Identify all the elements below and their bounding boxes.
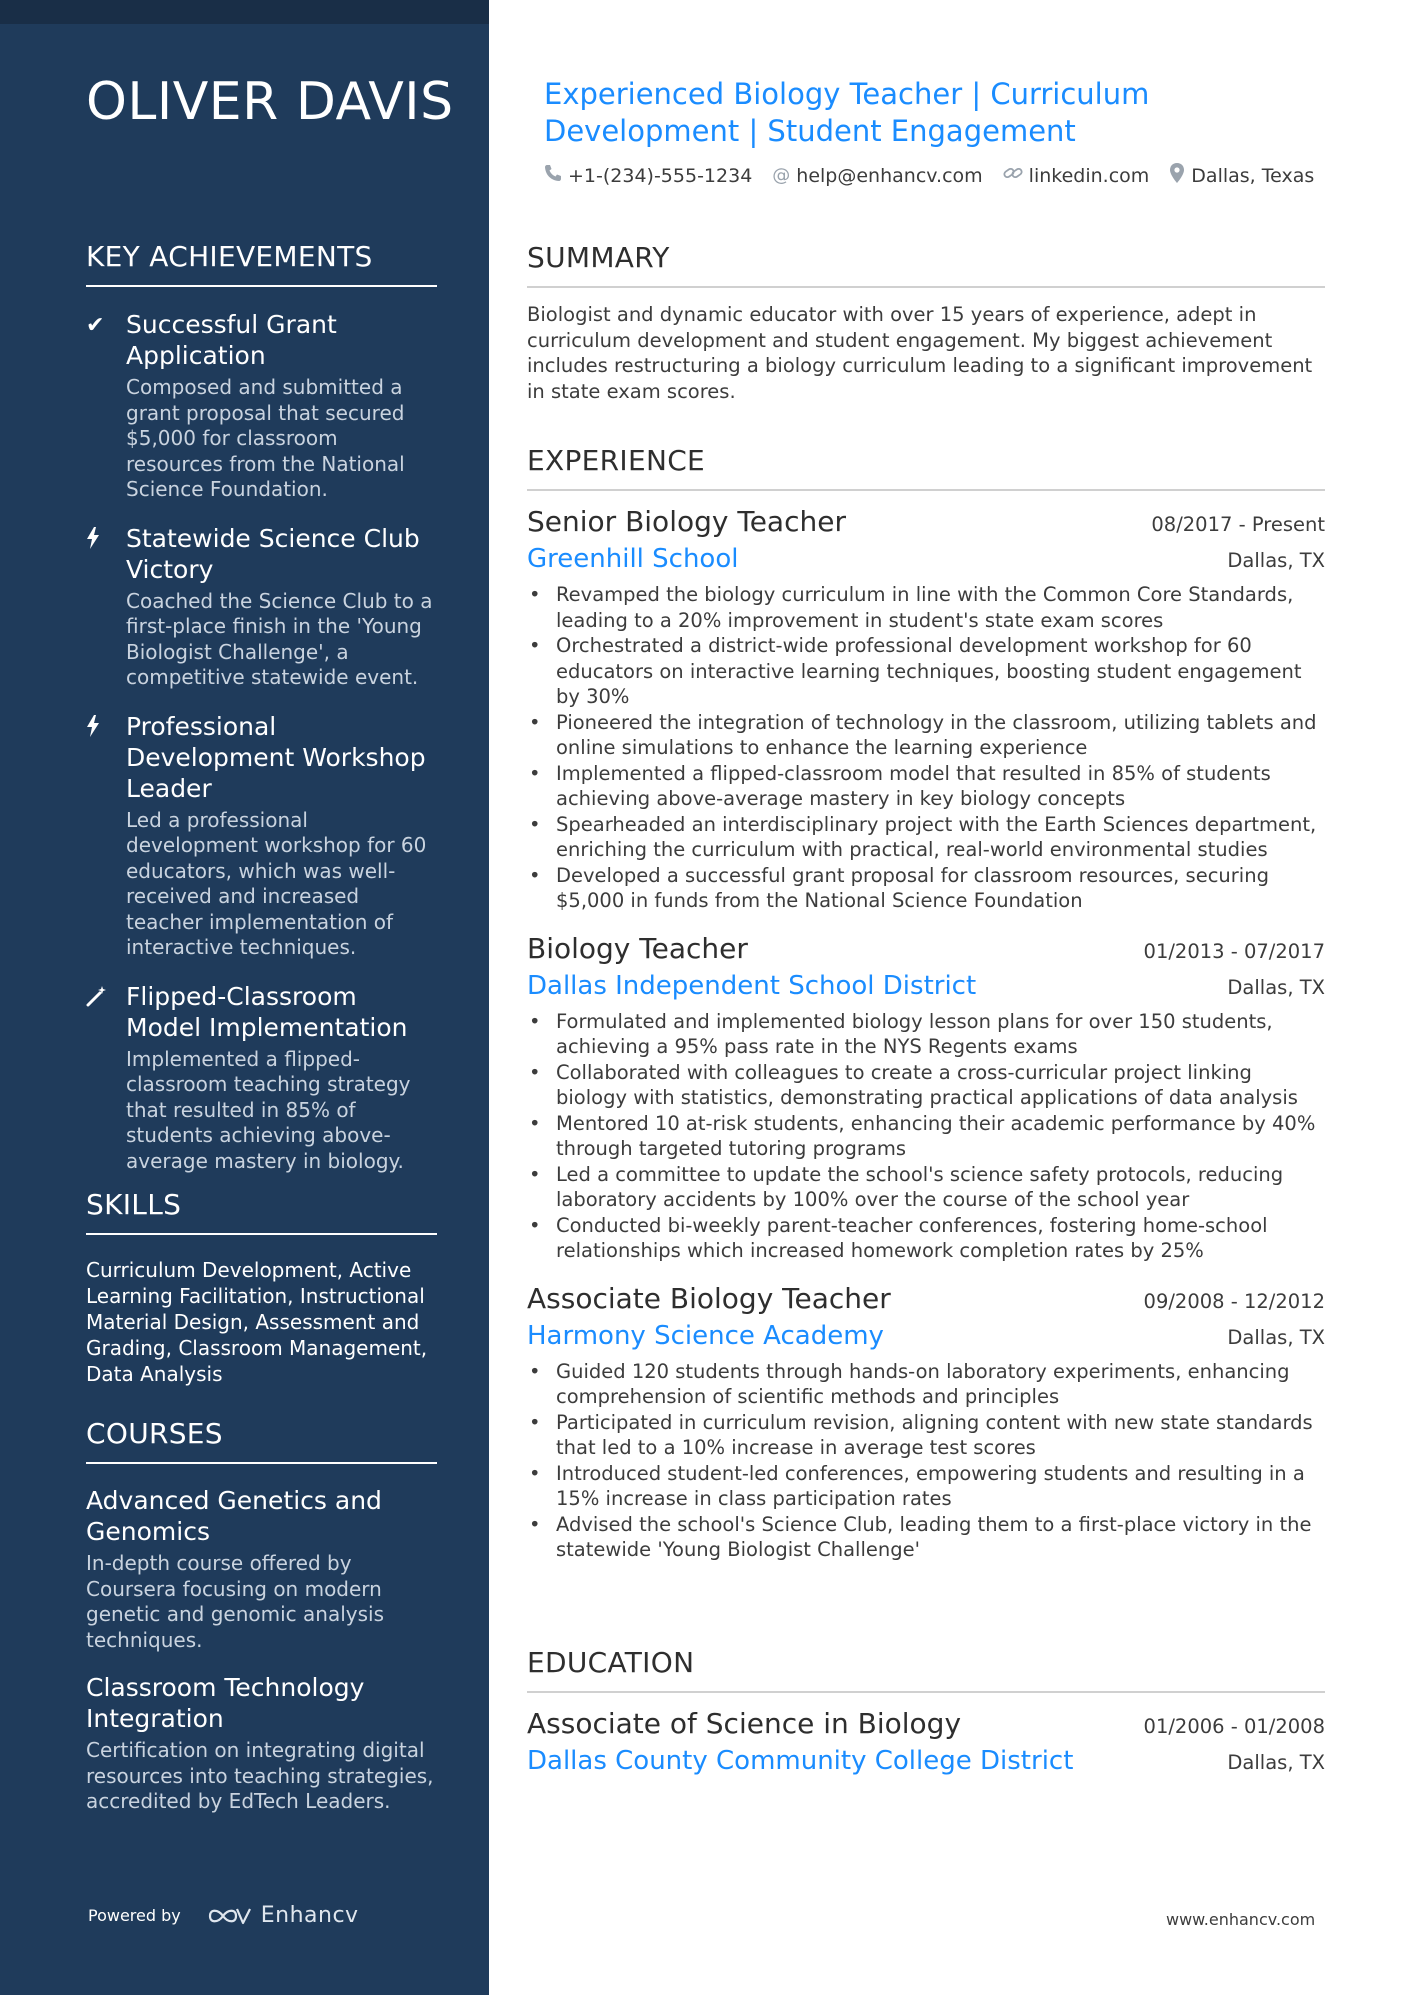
job-bullet: • Orchestrated a district-wide professional development workshop for 60 educators on interactive learning techniques, boosting student engagement by 30% bbox=[527, 633, 1325, 710]
linkedin-text: linkedin.com bbox=[1028, 164, 1150, 187]
course-item bbox=[86, 1486, 437, 1653]
courses-section bbox=[86, 1417, 437, 1835]
job-company: Greenhill School bbox=[527, 544, 739, 574]
job-entry bbox=[527, 932, 1325, 1264]
sidebar-top-bar bbox=[0, 0, 489, 24]
achievement-desc: Composed and submitted a grant proposal that secured $5,000 for classroom resources from the National Science Foundation. bbox=[126, 375, 405, 501]
location-text: Dallas, Texas bbox=[1191, 164, 1315, 187]
headline: Experienced Biology Teacher | Curriculum Development | Student Engagement bbox=[544, 77, 1150, 148]
job-dates: 01/2013 - 07/2017 bbox=[1143, 939, 1325, 963]
achievement-desc: Coached the Science Club to a first-place finish in the 'Young Biologist Challenge', a competitive statewide event. bbox=[126, 588, 433, 689]
job-bullet: • Collaborated with colleagues to create a cross-curricular project linking biology with statistics, demonstrating practical applications of data analysis bbox=[527, 1060, 1325, 1111]
summary-section bbox=[527, 241, 1325, 404]
course-item bbox=[86, 1673, 437, 1815]
course-title: Classroom Technology Integration bbox=[86, 1673, 365, 1733]
summary-text: Biologist and dynamic educator with over 15 years of experience, adept in curriculum development and student engagement. My biggest achievement includes restructuring a biology curriculum leading to a significant improvement in state exam scores. bbox=[527, 303, 1313, 403]
job-dates: 08/2017 - Present bbox=[1151, 513, 1325, 536]
skills-section bbox=[86, 1188, 437, 1387]
phone-icon bbox=[544, 164, 562, 187]
contact-linkedin[interactable] bbox=[1003, 163, 1150, 188]
course-desc: Certification on integrating digital resources into teaching strategies, accredited by EdTech Leaders. bbox=[86, 1738, 434, 1813]
courses-title: COURSES bbox=[86, 1417, 437, 1464]
job-title: Senior Biology Teacher bbox=[527, 505, 846, 538]
achievement-title: Flipped-Classroom Model Implementation bbox=[126, 981, 408, 1042]
job-bullet: • Pioneered the integration of technology in the classroom, utilizing tablets and online simulations to enhance the learning experience bbox=[527, 710, 1325, 761]
job-bullet: • Guided 120 students through hands-on laboratory experiments, enhancing comprehension of scientific methods and principles bbox=[527, 1359, 1325, 1410]
phone-text: +1-(234)-555-1234 bbox=[568, 164, 753, 187]
job-bullet: • Developed a successful grant proposal for classroom resources, securing $5,000 in funds from the National Science Foundation bbox=[527, 863, 1325, 914]
experience-section bbox=[527, 444, 1325, 1581]
contact-phone[interactable] bbox=[544, 163, 752, 188]
job-company: Dallas Independent School District bbox=[527, 970, 977, 1001]
job-bullet: • Participated in curriculum revision, aligning content with new state standards that led to a 10% increase in average test scores bbox=[527, 1410, 1325, 1461]
job-bullet: • Formulated and implemented biology lesson plans for over 150 students, achieving a 95% pass rate in the NYS Regents exams bbox=[527, 1009, 1325, 1060]
skills-list: Curriculum Development, Active Learning Facilitation, Instructional Material Design, Assessment and Grading, Classroom Management, Data Analysis bbox=[86, 1258, 428, 1386]
job-dates: 09/2008 - 12/2012 bbox=[1143, 1289, 1325, 1313]
powered-by-label: Powered by bbox=[88, 1906, 181, 1925]
powered-by bbox=[88, 1903, 359, 1928]
experience-title: EXPERIENCE bbox=[527, 444, 1325, 491]
job-bullet: • Mentored 10 at-risk students, enhancing their academic performance by 40% through targeted tutoring programs bbox=[527, 1111, 1325, 1162]
enhancv-logo-icon bbox=[207, 1904, 253, 1928]
job-location: Dallas, TX bbox=[1227, 975, 1325, 999]
job-bullet: • Introduced student-led conferences, empowering students and resulting in a 15% increase in class participation rates bbox=[527, 1461, 1325, 1512]
job-company: Harmony Science Academy bbox=[527, 1320, 884, 1351]
achievements-section bbox=[86, 240, 437, 1194]
achievement-item bbox=[86, 309, 437, 503]
job-bullets bbox=[527, 582, 1325, 914]
achievement-desc: Implemented a flipped-classroom teaching strategy that resulted in 85% of students achieving above-average mastery in biology. bbox=[126, 1046, 411, 1173]
checkmark-icon: ✔ bbox=[86, 313, 105, 338]
footer-url[interactable]: www.enhancv.com bbox=[1166, 1910, 1316, 1929]
job-bullet: • Implemented a flipped-classroom model that resulted in 85% of students achieving above-average mastery in key biology concepts bbox=[527, 761, 1325, 812]
skills-title: SKILLS bbox=[86, 1188, 437, 1235]
education-title: EDUCATION bbox=[527, 1646, 1325, 1693]
lightning-icon bbox=[86, 711, 126, 961]
achievement-title: Professional Development Workshop Leader bbox=[126, 711, 426, 803]
achievement-desc: Led a professional development workshop for 60 educators, which was well-received and increased teacher implementation of interactive techniques. bbox=[126, 807, 427, 959]
magic-wand-icon bbox=[86, 981, 126, 1175]
education-section bbox=[527, 1646, 1325, 1794]
degree-title: Associate of Science in Biology bbox=[527, 1707, 962, 1740]
contact-bar bbox=[544, 163, 1334, 188]
brand-logo[interactable] bbox=[207, 1903, 359, 1928]
education-entry bbox=[527, 1707, 1325, 1776]
school-name: Dallas County Community College District bbox=[527, 1746, 1074, 1776]
achievement-item bbox=[86, 711, 437, 961]
contact-email[interactable] bbox=[772, 163, 982, 188]
education-dates: 01/2006 - 01/2008 bbox=[1143, 1715, 1325, 1738]
email-text: help@enhancv.com bbox=[796, 164, 983, 187]
job-bullet: • Spearheaded an interdisciplinary project with the Earth Sciences department, enriching the curriculum with practical, real-world environmental studies bbox=[527, 812, 1325, 863]
achievement-item bbox=[86, 523, 437, 691]
achievement-item bbox=[86, 981, 437, 1175]
link-icon bbox=[1003, 164, 1023, 187]
job-entry bbox=[527, 1282, 1325, 1563]
at-icon: @ bbox=[772, 165, 791, 186]
job-bullet: • Revamped the biology curriculum in line with the Common Core Standards, leading to a 20% improvement in student's state exam scores bbox=[527, 582, 1325, 633]
education-location: Dallas, TX bbox=[1227, 1751, 1325, 1774]
job-bullet: • Conducted bi-weekly parent-teacher conferences, fostering home-school relationships which increased homework completion rates by 25% bbox=[527, 1213, 1325, 1264]
job-bullets bbox=[527, 1359, 1325, 1563]
candidate-name: OLIVER DAVIS bbox=[86, 72, 454, 132]
achievements-title: KEY ACHIEVEMENTS bbox=[86, 240, 437, 287]
achievement-title: Successful Grant Application bbox=[126, 310, 337, 370]
brand-name: Enhancv bbox=[260, 1903, 359, 1928]
job-bullet: • Advised the school's Science Club, leading them to a first-place victory in the statewide 'Young Biologist Challenge' bbox=[527, 1512, 1325, 1563]
location-pin-icon bbox=[1169, 163, 1185, 188]
job-title: Biology Teacher bbox=[527, 931, 748, 965]
job-location: Dallas, TX bbox=[1227, 549, 1325, 572]
course-desc: In-depth course offered by Coursera focusing on modern genetic and genomic analysis techniques. bbox=[86, 1551, 384, 1652]
summary-title: SUMMARY bbox=[527, 241, 1325, 288]
achievement-title: Statewide Science Club Victory bbox=[126, 523, 420, 584]
course-title: Advanced Genetics and Genomics bbox=[86, 1486, 382, 1546]
job-entry bbox=[527, 505, 1325, 914]
job-location: Dallas, TX bbox=[1227, 1325, 1325, 1349]
lightning-icon bbox=[86, 523, 126, 691]
job-bullet: • Led a committee to update the school's science safety protocols, reducing laboratory accidents by 100% over the course of the school year bbox=[527, 1162, 1325, 1213]
job-title: Associate Biology Teacher bbox=[527, 1281, 891, 1315]
job-bullets bbox=[527, 1009, 1325, 1264]
contact-location bbox=[1169, 163, 1314, 188]
